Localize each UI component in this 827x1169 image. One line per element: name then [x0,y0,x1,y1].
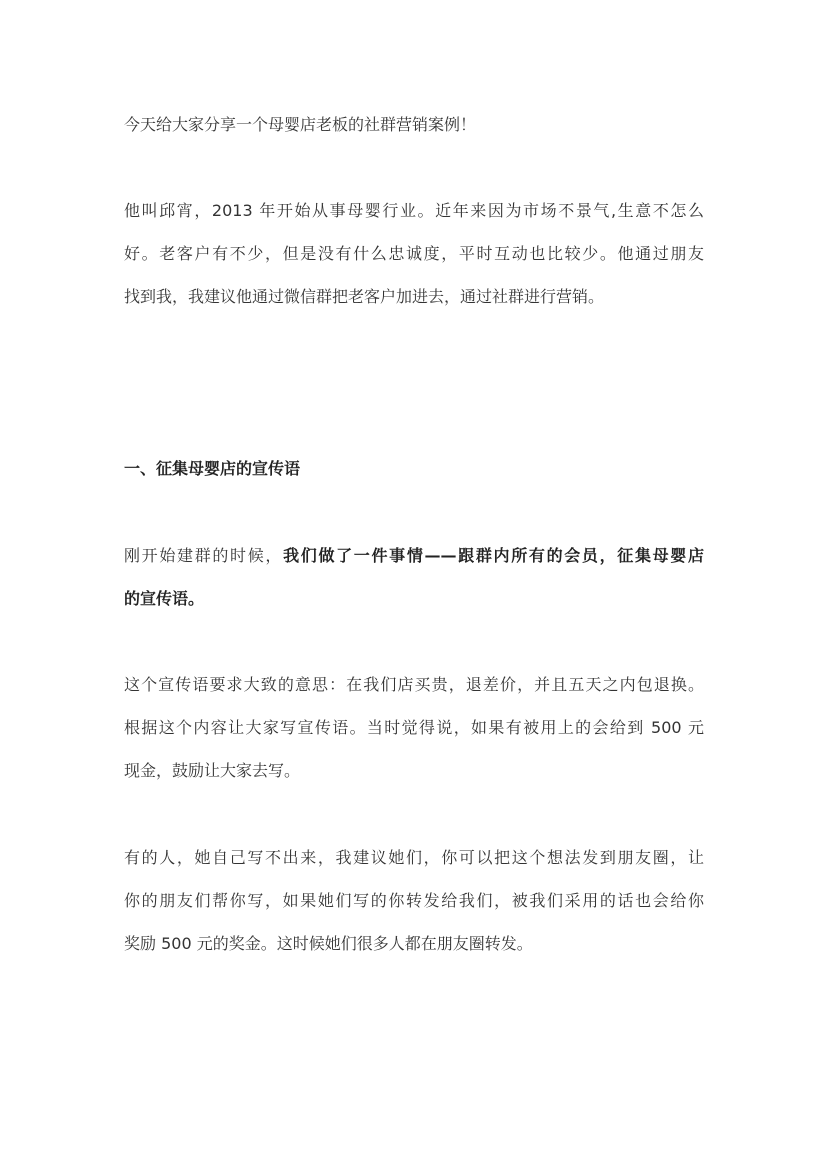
section-paragraph-2-line-3: 现金，鼓励让大家去写。 [124,761,301,780]
section-paragraph-1-line-2: 的宣传语。 [124,589,205,608]
section-paragraph-3-line-2: 你的朋友们帮你写，如果她们写的你转发给我们，被我们采用的话也会给你 [124,891,704,910]
section-paragraph-2-line-2: 根据这个内容让大家写宣传语。当时觉得说，如果有被用上的会给到 500 元 [124,718,704,737]
story-paragraph-line-2: 好。老客户有不少，但是没有什么忠诚度，平时互动也比较少。他通过朋友 [124,244,704,263]
section-paragraph-3-line-1: 有的人，她自己写不出来，我建议她们，你可以把这个想法发到朋友圈，让 [124,848,704,867]
story-paragraph-line-3: 找到我，我建议他通过微信群把老客户加进去，通过社群进行营销。 [124,287,605,306]
paragraph-text: 刚开始建群的时候， [124,546,284,565]
section-paragraph-3-line-3: 奖励 500 元的奖金。这时候她们很多人都在朋友圈转发。 [124,934,533,953]
story-paragraph-line-1: 他叫邱宵，2013 年开始从事母婴行业。近年来因为市场不景气,生意不怎么 [124,201,704,220]
section-paragraph-2-line-1: 这个宣传语要求大致的意思：在我们店买贵，退差价，并且五天之内包退换。 [124,675,704,694]
section-paragraph-1-line-1 [124,545,704,567]
section-heading: 一、征集母婴店的宣传语 [124,459,301,478]
intro-paragraph: 今天给大家分享一个母婴店老板的社群营销案例！ [124,115,477,134]
emphasized-text: 我们做了一件事情——跟群内所有的会员，征集母婴店 [283,546,704,565]
